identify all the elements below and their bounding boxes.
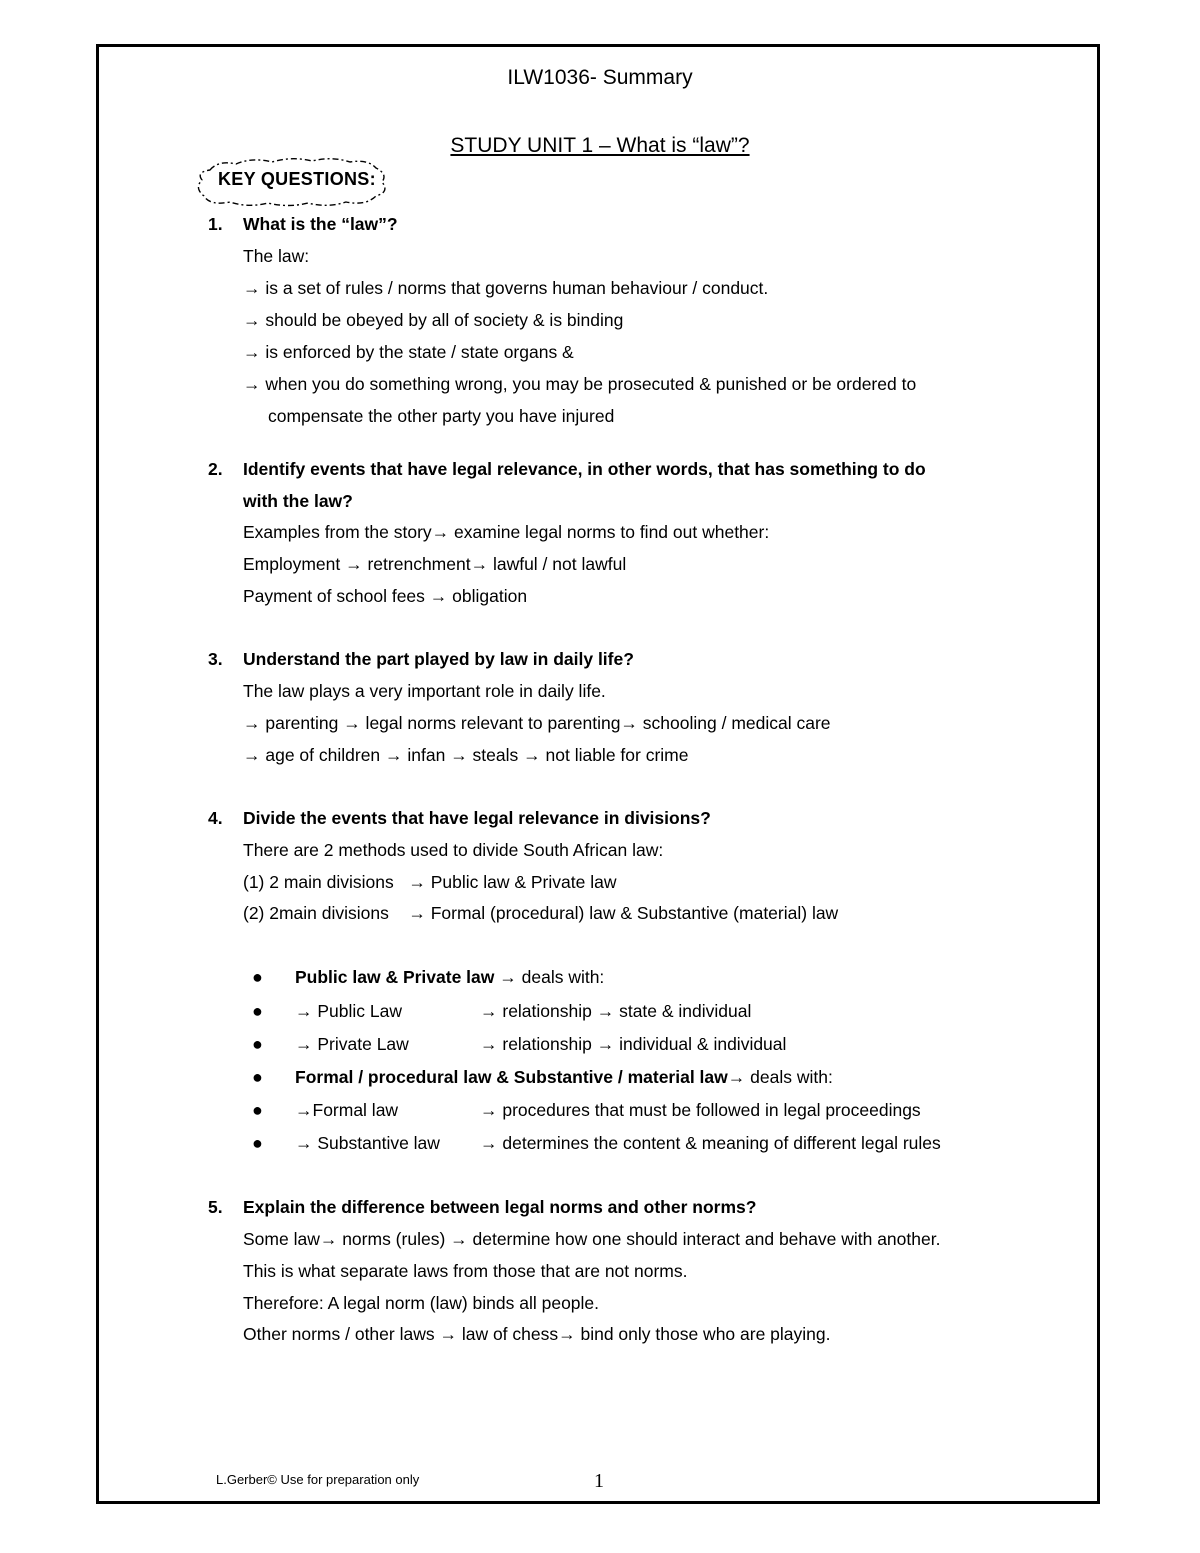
question-number: 1.	[208, 214, 223, 234]
answer-line: This is what separate laws from those that are not norms.	[243, 1261, 688, 1281]
bullet-definition: → procedures that must be followed in legal proceedings	[480, 1100, 921, 1120]
study-unit-title: STUDY UNIT 1 – What is “law”?	[450, 134, 750, 157]
page-number: 1	[594, 1470, 604, 1492]
answer-line: → is a set of rules / norms that governs human behaviour / conduct.	[243, 278, 769, 298]
answer-line: → parenting → legal norms relevant to parenting→ schooling / medical care	[243, 713, 831, 733]
answer-line: → should be obeyed by all of society & is binding	[243, 310, 624, 330]
bullet-dot-icon: ●	[252, 1067, 263, 1087]
question-title-continued: with the law?	[243, 491, 353, 511]
bullet-dot-icon: ●	[252, 967, 263, 987]
bullet-rest-text: → deals with:	[494, 967, 605, 987]
answer-line: Payment of school fees → obligation	[243, 586, 528, 606]
bullet-definition: → relationship → state & individual	[480, 1001, 752, 1021]
question-title: Understand the part played by law in daily life?	[243, 649, 634, 669]
question-number: 4.	[208, 808, 223, 828]
question-title: Identify events that have legal relevance, in other words, that has something to do	[243, 459, 926, 479]
bullet-term: → Public Law	[295, 1001, 402, 1021]
bullet-term: → Substantive law	[295, 1133, 440, 1153]
answer-line: Employment → retrenchment→ lawful / not lawful	[243, 554, 627, 574]
question-number: 5.	[208, 1197, 223, 1217]
answer-line: → age of children → infan → steals → not liable for crime	[243, 745, 689, 765]
bullet-text	[295, 967, 604, 988]
document-header-title: ILW1036- Summary	[507, 66, 693, 89]
bullet-text	[295, 1067, 833, 1088]
bullet-rest-text: → deals with:	[727, 1067, 833, 1087]
footer-copyright: L.Gerber© Use for preparation only	[216, 1472, 420, 1487]
answer-line: Therefore: A legal norm (law) binds all people.	[243, 1293, 600, 1313]
answer-line: (1) 2 main divisions → Public law & Private law	[243, 872, 617, 892]
bullet-term: →Formal law	[295, 1100, 399, 1120]
question-title: Divide the events that have legal relevance in divisions?	[243, 808, 711, 828]
answer-line: (2) 2main divisions → Formal (procedural) law & Substantive (material) law	[243, 903, 839, 923]
question-title: Explain the difference between legal norms and other norms?	[243, 1197, 757, 1217]
key-questions-label: KEY QUESTIONS:	[218, 169, 376, 189]
bullet-term: → Private Law	[295, 1034, 409, 1054]
answer-line: Other norms / other laws → law of chess→ bind only those who are playing.	[243, 1324, 831, 1344]
answer-line: compensate the other party you have injured	[268, 406, 615, 426]
bullet-definition: → determines the content & meaning of different legal rules	[480, 1133, 941, 1153]
question-number: 3.	[208, 649, 223, 669]
bullet-bold-text: Formal / procedural law & Substantive / material law	[295, 1067, 728, 1087]
bullet-dot-icon: ●	[252, 1034, 263, 1054]
bullet-definition: → relationship → individual & individual	[480, 1034, 787, 1054]
bullet-dot-icon: ●	[252, 1133, 263, 1153]
answer-line: Examples from the story→ examine legal norms to find out whether:	[243, 522, 770, 542]
answer-line: → is enforced by the state / state organs &	[243, 342, 574, 362]
question-title: What is the “law”?	[243, 214, 398, 234]
bullet-dot-icon: ●	[252, 1100, 263, 1120]
answer-line: The law plays a very important role in daily life.	[243, 681, 606, 701]
bullet-dot-icon: ●	[252, 1001, 263, 1021]
bullet-bold-text: Public law & Private law	[295, 967, 495, 987]
answer-line: Some law→ norms (rules) → determine how one should interact and behave with another.	[243, 1229, 941, 1249]
question-number: 2.	[208, 459, 223, 479]
answer-line: → when you do something wrong, you may be prosecuted & punished or be ordered to	[243, 374, 917, 394]
answer-line: The law:	[243, 246, 310, 266]
answer-line: There are 2 methods used to divide South African law:	[243, 840, 664, 860]
key-questions-badge	[196, 156, 388, 213]
